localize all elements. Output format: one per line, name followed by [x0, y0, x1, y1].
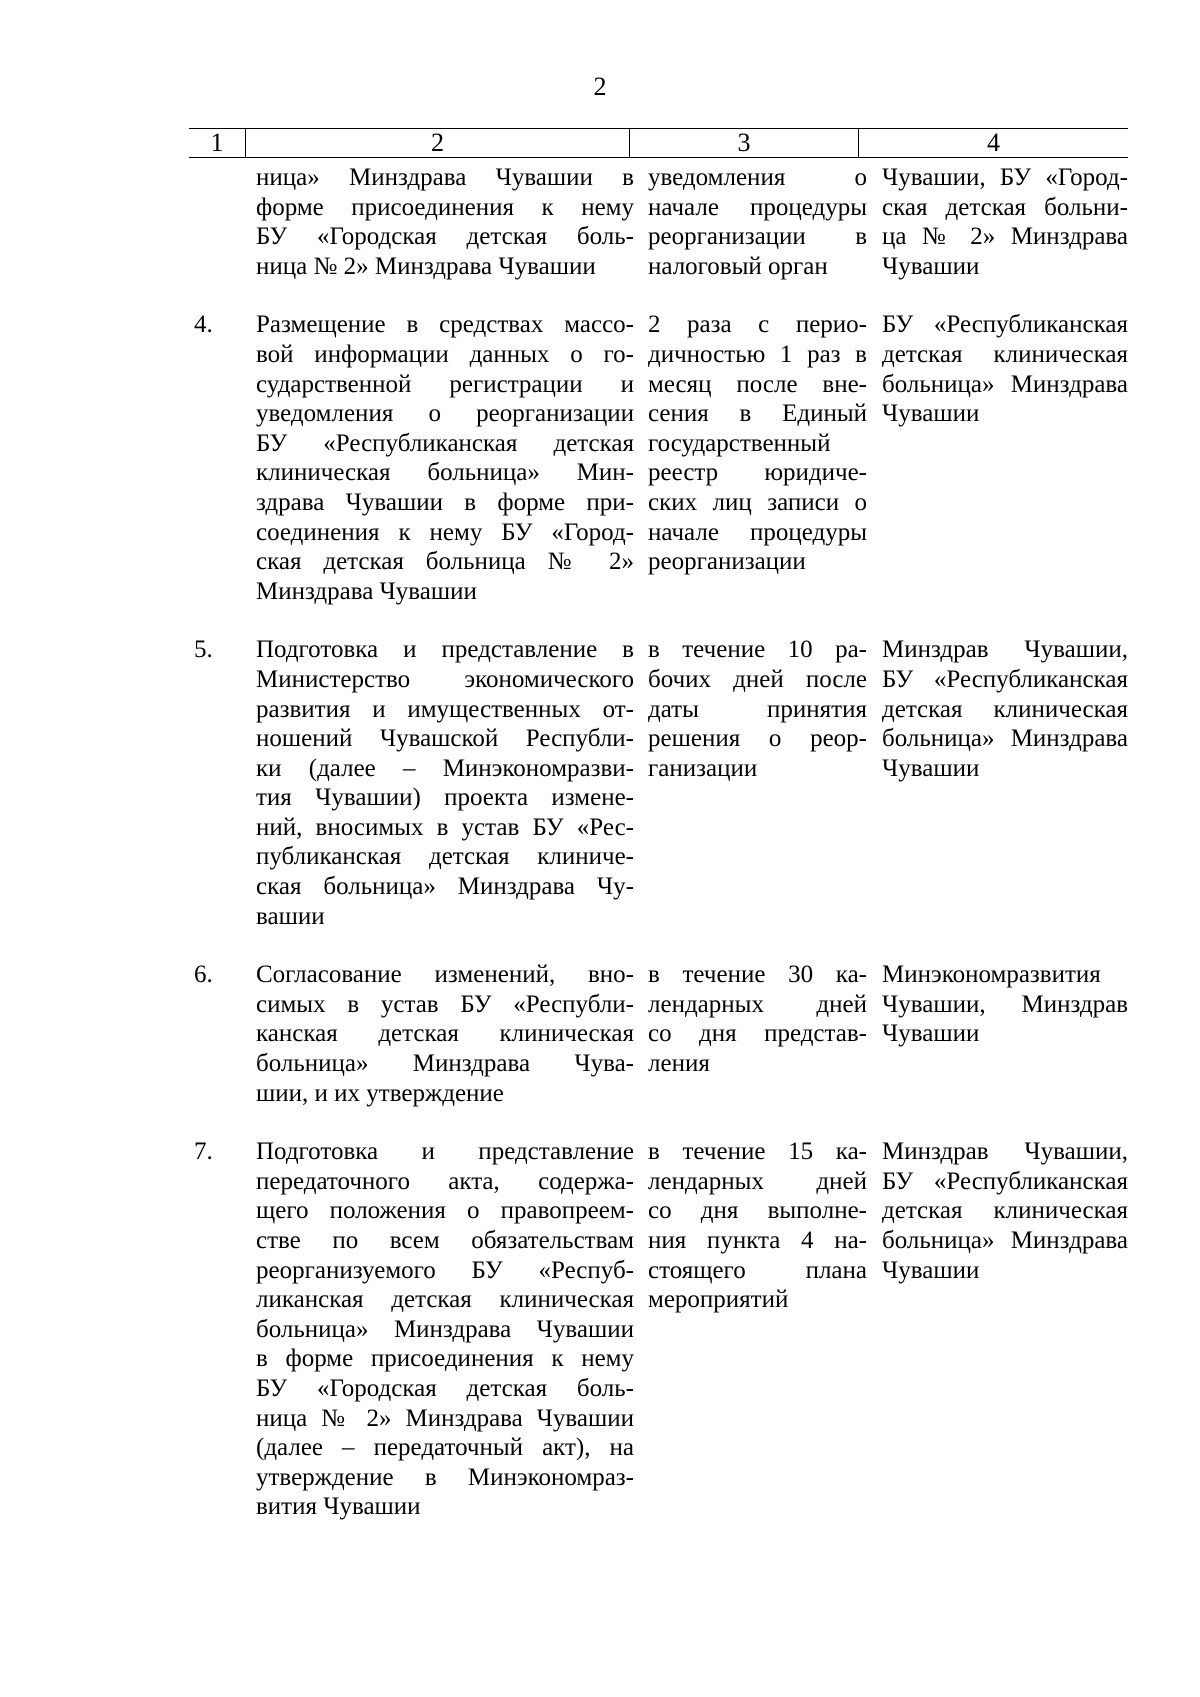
description-cell-line: канская детская клиническая — [256, 1020, 634, 1048]
term-cell-line: мероприятий — [648, 1286, 789, 1314]
responsible-cell-line: детская клиническая — [882, 1197, 1128, 1225]
responsible-cell — [877, 1137, 1128, 1522]
column-header-1: 1 — [189, 129, 246, 157]
term-cell-line: начале процедуры — [648, 518, 867, 546]
term-cell-line: дичностью 1 раз в — [648, 340, 867, 368]
term-cell-line: лендарных дней — [648, 990, 867, 1018]
description-cell-line: симых в устав БУ «Республи- — [256, 990, 634, 1018]
term-cell-line: ганизации — [648, 754, 758, 782]
responsible-cell-line: Чувашии, Минздрав — [882, 990, 1128, 1018]
responsible-cell-line: БУ «Республиканская — [882, 311, 1128, 339]
table-row — [189, 635, 1128, 931]
term-cell-line: решения о реор- — [648, 725, 867, 753]
description-cell-line: соединения к нему БУ «Город- — [256, 518, 634, 546]
description-cell-line: Министерство экономического — [256, 665, 634, 693]
table-row — [189, 310, 1128, 606]
description-cell-line: в форме присоединения к нему — [256, 1345, 634, 1373]
row-number: 6. — [194, 961, 213, 989]
responsible-cell-line: Чувашии, БУ «Город- — [882, 164, 1128, 191]
description-cell-line: вития Чувашии — [256, 1493, 421, 1521]
description-cell-line: щего положения о правопреем- — [256, 1197, 634, 1225]
term-cell-line: лендарных дней — [648, 1167, 867, 1195]
term-cell-line: 2 раза с перио- — [648, 311, 867, 339]
description-cell-line: публиканская детская клиниче- — [256, 843, 634, 871]
term-cell-line: государственный — [648, 429, 831, 457]
description-cell-line: ская больница» Минздрава Чу- — [256, 873, 634, 901]
responsible-cell-line: ца № 2» Минздрава — [882, 223, 1128, 251]
term-cell — [644, 163, 877, 281]
responsible-cell-line: больница» Минздрава — [882, 370, 1128, 398]
term-cell-line: ления — [648, 1050, 710, 1078]
responsible-cell-line: детская клиническая — [882, 340, 1128, 368]
description-cell-line: реорганизуемого БУ «Респуб- — [256, 1256, 634, 1284]
description-cell-line: сударственной регистрации и — [256, 370, 634, 398]
row-number — [189, 163, 256, 281]
description-cell-line: больница» Минздрава Чува- — [256, 1050, 634, 1078]
row-number: 4. — [194, 311, 213, 339]
description-cell-line: (далее – передаточный акт), на — [256, 1434, 634, 1462]
description-cell-line: тия Чувашии) проекта измене- — [256, 784, 634, 812]
description-cell — [256, 1137, 644, 1522]
page-number: 2 — [593, 72, 607, 101]
term-cell-line: со дня выполне- — [648, 1197, 867, 1225]
responsible-cell-line: ская детская больни- — [882, 193, 1128, 221]
term-cell — [644, 960, 877, 1108]
responsible-cell-line: Минздрав Чувашии, — [882, 1138, 1128, 1166]
table-row — [189, 1137, 1128, 1522]
responsible-cell-line: Чувашии — [882, 754, 980, 782]
responsible-cell-line: детская клиническая — [882, 695, 1128, 723]
description-cell-line: Размещение в средствах массо- — [256, 311, 634, 339]
responsible-cell-line: больница» Минздрава — [882, 725, 1128, 753]
table-row — [189, 163, 1128, 281]
responsible-cell-line: Чувашии — [882, 252, 980, 280]
responsible-cell-line: Чувашии — [882, 400, 980, 428]
column-header-4: 4 — [858, 129, 1128, 157]
term-cell-line: уведомления о — [648, 164, 867, 191]
description-cell — [256, 635, 644, 931]
responsible-cell-line: Минздрав Чувашии, — [882, 636, 1128, 664]
description-cell-line: здрава Чувашии в форме при- — [256, 488, 634, 516]
description-cell-line: ний, вносимых в устав БУ «Рес- — [256, 813, 634, 841]
description-cell-line: вой информации данных о го- — [256, 340, 634, 368]
term-cell-line: бочих дней после — [648, 665, 867, 693]
table-header-row — [189, 128, 1128, 158]
term-cell-line: в течение 15 ка- — [648, 1138, 867, 1166]
responsible-cell — [877, 163, 1128, 281]
table-row — [189, 960, 1128, 1108]
description-cell — [256, 163, 644, 281]
description-cell-line: развития и имущественных от- — [256, 695, 634, 723]
column-header-2: 2 — [431, 128, 444, 157]
description-cell-line: БУ «Городская детская боль- — [256, 1374, 634, 1402]
description-cell-line: Согласование изменений, вно- — [256, 961, 634, 989]
responsible-cell — [877, 310, 1128, 606]
row-number: 7. — [194, 1138, 213, 1166]
description-cell-line: стве по всем обязательствам — [256, 1227, 634, 1254]
description-cell — [256, 310, 644, 606]
description-cell-line: уведомления о реорганизации — [256, 400, 634, 428]
column-header-3: 3 — [629, 129, 858, 157]
description-cell-line: форме присоединения к нему — [256, 193, 634, 221]
term-cell — [644, 635, 877, 931]
responsible-cell-line: БУ «Республиканская — [882, 1167, 1128, 1195]
responsible-cell-line: БУ «Республиканская — [882, 665, 1128, 693]
description-cell-line: утверждение в Минэкономраз- — [256, 1463, 634, 1491]
description-cell-line: БУ «Республиканская детская — [256, 429, 634, 457]
description-cell-line: ношений Чувашской Республи- — [256, 725, 634, 753]
description-cell-line: ки (далее – Минэкономразви- — [256, 754, 634, 782]
description-cell-line: Подготовка и представление в — [256, 636, 634, 664]
term-cell-line: сения в Единый — [648, 400, 867, 428]
term-cell-line: ских лиц записи о — [648, 488, 867, 516]
row-number: 5. — [194, 636, 213, 664]
description-cell-line: клиническая больница» Мин- — [256, 459, 634, 487]
responsible-cell — [877, 635, 1128, 931]
term-cell-line: месяц после вне- — [648, 370, 867, 398]
description-cell-line: передаточного акта, содержа- — [256, 1167, 634, 1195]
description-cell-line: ская детская больница № 2» — [256, 548, 634, 576]
description-cell-line: ликанская детская клиническая — [256, 1286, 634, 1314]
term-cell-line: реорганизации в — [648, 223, 867, 251]
description-cell-line: ница» Минздрава Чувашии в — [256, 164, 634, 191]
description-cell-line: шии, и их утверждение — [256, 1079, 504, 1107]
description-cell-line: вашии — [256, 902, 325, 930]
term-cell-line: реестр юридиче- — [648, 459, 867, 487]
term-cell-line: стоящего плана — [648, 1256, 867, 1284]
term-cell-line: начале процедуры — [648, 193, 867, 221]
responsible-cell-line: Чувашии — [882, 1256, 980, 1284]
description-cell-line: больница» Минздрава Чувашии — [256, 1315, 634, 1343]
table-body — [189, 163, 1128, 1551]
responsible-cell-line: Минэкономразвития — [882, 961, 1101, 989]
term-cell-line: со дня представ- — [648, 1020, 867, 1048]
term-cell-line: реорганизации — [648, 548, 806, 576]
description-cell-line: Минздрава Чувашии — [256, 577, 477, 605]
term-cell-line: ния пункта 4 на- — [648, 1227, 867, 1254]
description-cell-line: ница № 2» Минздрава Чувашии — [256, 1404, 634, 1432]
responsible-cell-line: больница» Минздрава — [882, 1227, 1128, 1254]
term-cell — [644, 310, 877, 606]
responsible-cell-line: Чувашии — [882, 1020, 980, 1048]
term-cell-line: даты принятия — [648, 695, 867, 723]
term-cell-line: в течение 30 ка- — [648, 961, 867, 989]
description-cell-line: БУ «Городская детская боль- — [256, 223, 634, 251]
description-cell-line: Подготовка и представление — [256, 1138, 634, 1166]
description-cell-line: ница № 2» Минздрава Чувашии — [256, 252, 596, 280]
description-cell — [256, 960, 644, 1108]
term-cell-line: в течение 10 ра- — [648, 636, 867, 664]
term-cell — [644, 1137, 877, 1522]
term-cell-line: налоговый орган — [648, 252, 828, 280]
responsible-cell — [877, 960, 1128, 1108]
